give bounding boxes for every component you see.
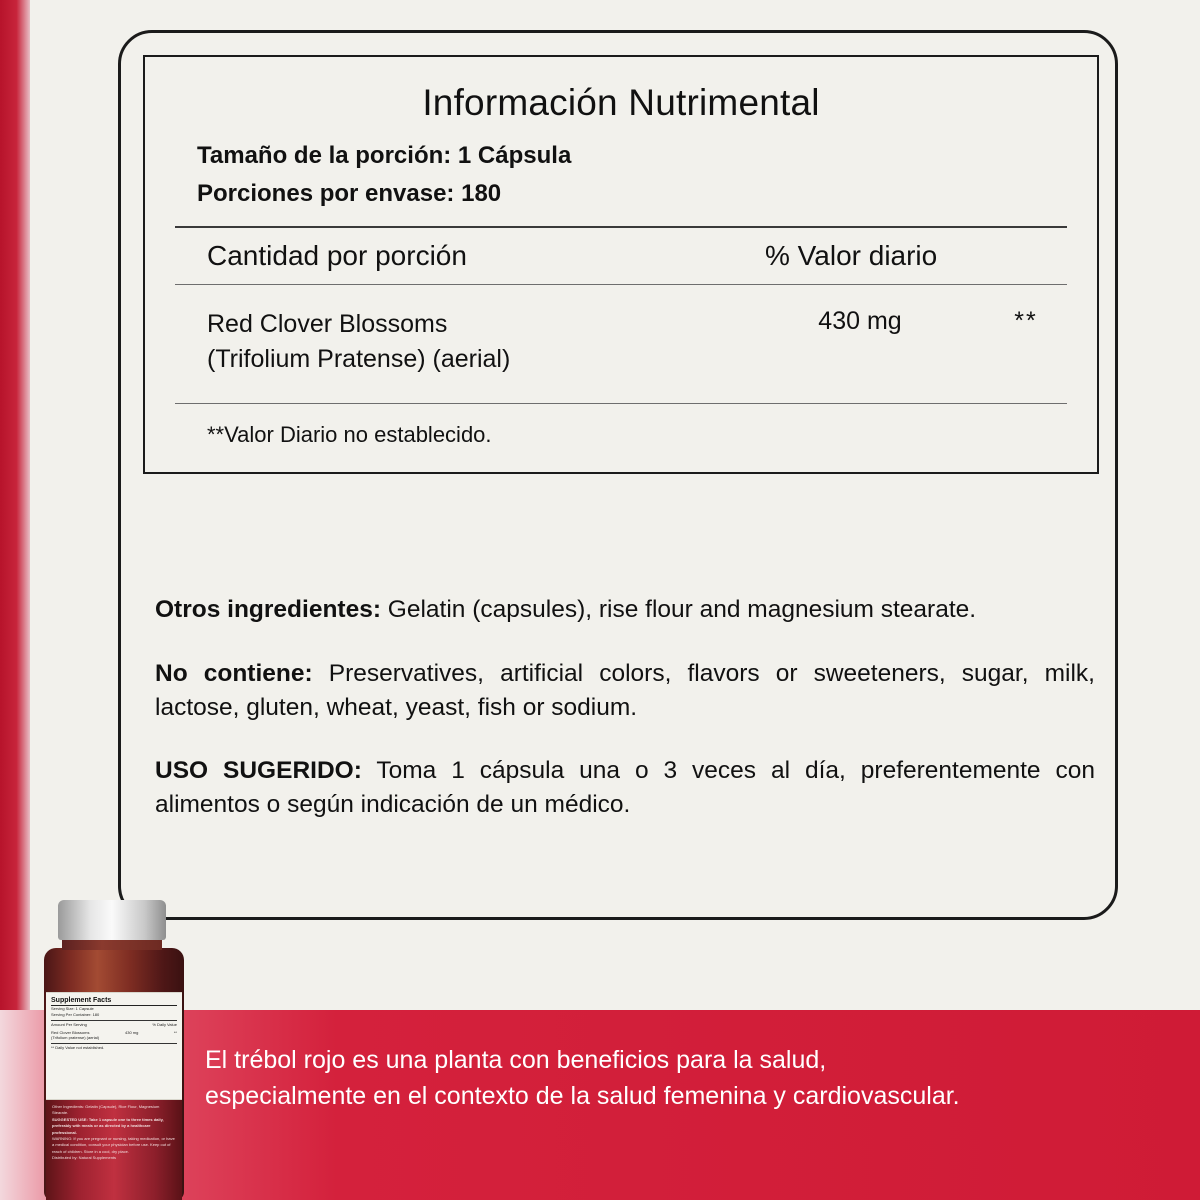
suggested-use-paragraph (155, 754, 1095, 822)
ingredient-amount: 430 mg (818, 307, 902, 336)
ingredient-name (175, 307, 735, 377)
suggested-use-label: USO SUGERIDO: (155, 757, 362, 785)
supplement-facts-box (143, 55, 1099, 474)
bottle-label-servings: Serving Per Container: 180 (51, 1012, 100, 1017)
free-of-label: No contiene: (155, 659, 313, 687)
banner-text-line2: especialmente en el contexto de la salud femenina y cardiovascular. (205, 1082, 960, 1111)
product-bottle-image (28, 900, 200, 1200)
bottle-label-row-dv: ** (173, 1030, 177, 1035)
bottle-other-ingredients: Other Ingredients: Gelatin (Capsule), Rice Flour, Magnesium Stearate. (52, 1104, 160, 1116)
bottle-directions: SUGGESTED USE: Take 1 capsule one to three times daily, preferably with meals or as directed by a healthcare professional. (52, 1116, 164, 1135)
other-ingredients-label: Otros ingredientes: (155, 596, 381, 623)
free-of-text: Preservatives, artificial colors, flavors or sweeteners, sugar, milk, lactose, gluten, wheat, yeast, fish or sodium. (155, 659, 1095, 721)
bottle-white-label (46, 992, 182, 1100)
column-header-daily-value: % Valor diario (765, 240, 938, 272)
facts-title: Información Nutrimental (422, 82, 820, 123)
bottle-label-amount-header: Amount Per Serving (51, 1022, 87, 1027)
ingredient-name-line1: Red Clover Blossoms (207, 310, 448, 339)
main-panel (118, 30, 1118, 920)
bottle-cap (58, 900, 166, 940)
servings-per-container-line: Porciones por envase: 180 (197, 180, 502, 208)
bottle-red-label (46, 1100, 182, 1200)
banner-text (205, 1042, 1165, 1115)
bottle-label-serving-size: Serving Size: 1 Capsule (51, 1006, 94, 1011)
bottle-label-footnote-row (51, 1043, 177, 1050)
other-ingredients-paragraph (155, 593, 1095, 627)
bottle-label-title: Supplement Facts (51, 997, 177, 1006)
column-header-amount: Cantidad por porción (207, 240, 467, 272)
bottle-label-row-amount: 430 mg (125, 1030, 139, 1035)
ingredient-daily-value: ** (1014, 307, 1038, 336)
suggested-use-text: Toma 1 cápsula una o 3 veces al día, preferentemente con alimentos o según indicación de un médico. (155, 757, 1095, 819)
bottle-label-footnote: ** Daily Value not established. (51, 1045, 105, 1050)
bottle-label-headers (51, 1020, 177, 1027)
serving-size-line: Tamaño de la porción: 1 Cápsula (197, 141, 572, 169)
facts-footnote: **Valor Diario no establecido. (207, 422, 492, 448)
free-of-paragraph (155, 657, 1095, 725)
paragraph-block (143, 593, 1107, 822)
other-ingredients-text: Gelatin (capsules), rise flour and magnesium stearate. (380, 596, 977, 623)
bottle-label-dv-header: % Daily Value (152, 1022, 177, 1027)
bottle-label-row-sub: (Trifolium pratense) (aerial) (51, 1035, 100, 1040)
bottle-warning: WARNING: If you are pregnant or nursing, taking medication, or have a medical condition, consult your physician before use. Keep out of reach of children. Store in a cool, dry place. (52, 1135, 175, 1154)
ingredient-name-line2: (Trifolium Pratense) (aerial) (207, 345, 511, 374)
bottle-distributed-by: Distributed by: Natural Supplements (52, 1155, 117, 1161)
column-headers-row (175, 228, 1067, 284)
banner-text-line1: El trébol rojo es una planta con beneficios para la salud, (205, 1046, 827, 1074)
table-row (175, 285, 1067, 403)
bottle-label-row-name: Red Clover Blossoms (51, 1030, 90, 1035)
